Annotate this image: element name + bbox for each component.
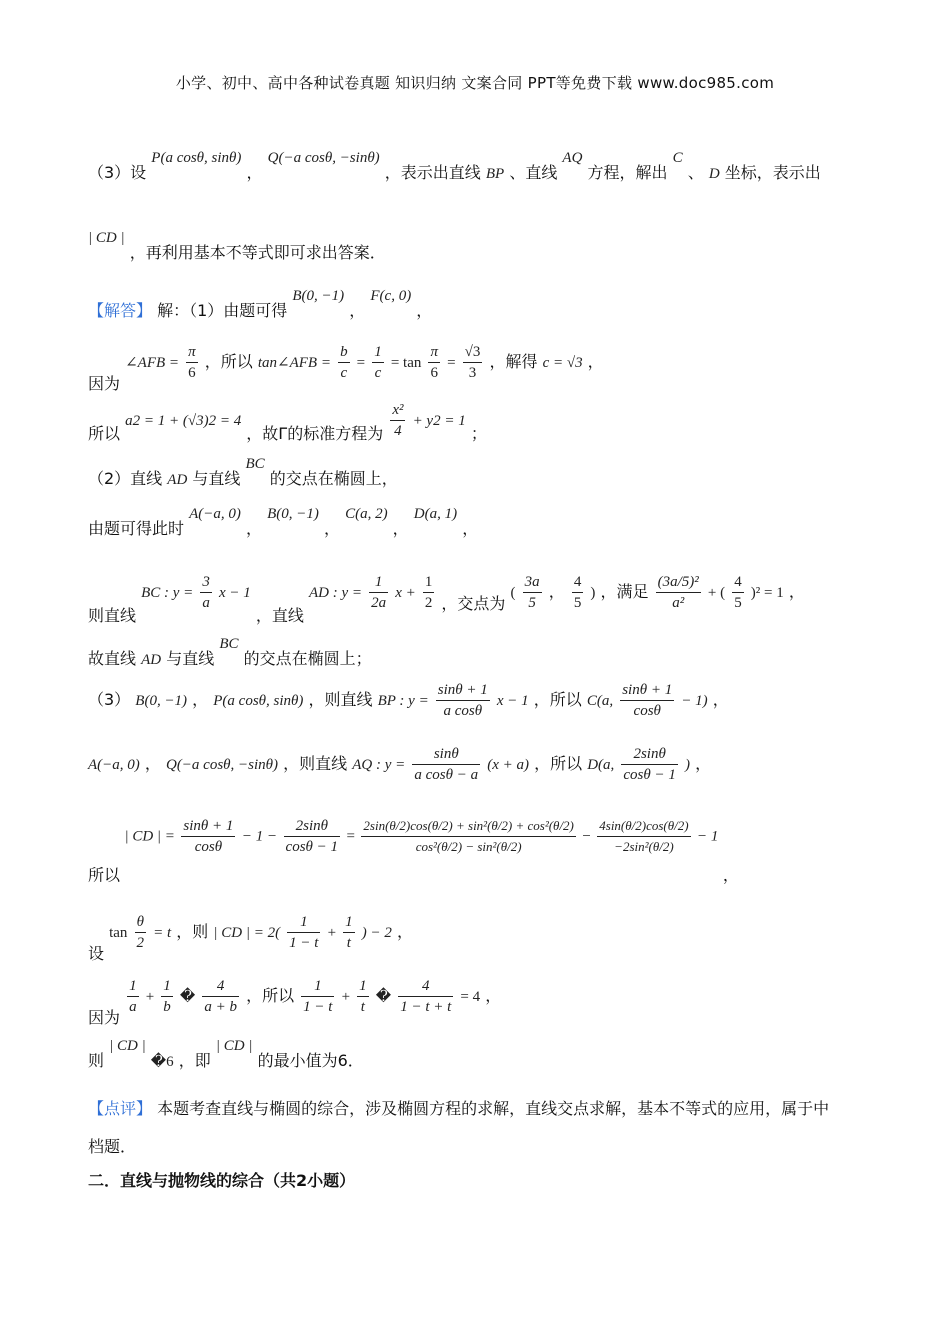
bp-slope: $\frac{\sin\theta + 1}{\text{a cosθ}}$ bbox=[437, 682, 488, 719]
c-y-coord: $\frac{\sin\theta + 1}{\cos\theta}$ bbox=[622, 682, 673, 719]
one-over-t: $\frac{1}{t}$ bbox=[345, 914, 353, 951]
one-over-1mt: $\frac{1}{1 - t}$ bbox=[289, 914, 319, 951]
x2-over-4: $\frac{\text{x²}}{4}$ bbox=[392, 402, 404, 439]
cd-frac1: $\frac{\sin\theta + 1}{\cos\theta}$ bbox=[183, 818, 234, 855]
comment-line1: 【点评】 本题考查直线与椭圆的综合，涉及椭圆方程的求解，直线交点求解，基本不等式的应用，属于中 bbox=[88, 1099, 830, 1118]
part3-analysis-line2: | CD | ，再利用基本不等式即可求出答案． bbox=[88, 230, 386, 262]
aq-slope: $\frac{\sin\theta}{\text{a cosθ − a}}$ bbox=[414, 746, 479, 783]
cd-frac3: $\frac{\text{2sin(θ/2)cos(θ/2) + sin²(θ/2) + cos²(θ/2)}}{\text{cos²(θ/2) − sin²(θ/2)}}$ bbox=[363, 818, 574, 854]
sqrt3-over-3: $\frac{√3}{3}$ bbox=[464, 344, 481, 381]
three-over-a: $\frac{3}{a}$ bbox=[202, 574, 210, 611]
part2-lines: 则直线 BC : y = $\frac{3}{a}$ x − 1 ，直线 AD : y = $\frac{1}{2a}$ x + $\frac{1}{2}$ ，交点为 ( $\frac{3a}{5}$ ， $\frac{4}{5}$ ) ，满足 $\frac{\text{(3a/5)²}}{\text{a²}}$ + ( $\frac{4}{5}$ )² = 1 ， bbox=[88, 574, 805, 625]
part3-analysis-line1: （3）设 P(a cosθ, sinθ) ， Q(−a cosθ, −sinθ) ，表示出直线 BP 、直线 AQ 方程，解出 C 、 D 坐标，表示出 bbox=[88, 150, 821, 182]
substitution-line: 设 tan $\frac{\theta}{2}$ = t ，则 | CD | = 2( $\frac{1}{1 - t}$ + $\frac{1}{t}$ ) − 2 ， bbox=[88, 914, 413, 963]
4-over-5: $\frac{4}{5}$ bbox=[573, 574, 582, 611]
part2-conclusion: 故直线 AD 与直线 BC 的交点在椭圆上； bbox=[88, 636, 372, 668]
pi-over-6: $\frac{\pi}{6}$ bbox=[188, 344, 196, 381]
one-over-c: $\frac{1}{c}$ bbox=[374, 344, 382, 381]
part3-line1: （3） B(0, −1) ， P(a cosθ, sinθ) ，则直线 BP : y = $\frac{\sin\theta + 1}{\text{a cosθ}}$ x − 1 ，所以 C(a, $\frac{\sin\theta + 1}{\cos\theta}$ − 1) ， bbox=[88, 682, 729, 719]
one-over-t-b: $\frac{1}{t}$ bbox=[359, 978, 367, 1015]
so-line: 所以 a2 = 1 + (√3)2 = 4 ，故Γ的标准方程为 $\frac{\text{x²}}{4}$ + y2 = 1 ； bbox=[88, 402, 487, 443]
page-header: 小学、初中、高中各种试卷真题 知识归纳 文案合同 PPT等免费下载 www.doc985.com bbox=[175, 74, 775, 92]
four-over-apb: $\frac{4}{a + b}$ bbox=[204, 978, 237, 1015]
ellipse-check: $\frac{\text{(3a/5)²}}{\text{a²}}$ bbox=[657, 574, 699, 611]
4-over-5-b: $\frac{4}{5}$ bbox=[734, 574, 742, 611]
b-over-c: $\frac{b}{c}$ bbox=[340, 344, 348, 381]
theta-over-2: $\frac{\theta}{2}$ bbox=[136, 914, 145, 951]
result-line: 则 | CD | �6 ，即 | CD | 的最小值为6． bbox=[88, 1038, 364, 1070]
comment-line2: 档题． bbox=[88, 1137, 137, 1156]
answer-line: 【解答】 解：（1）由题可得 B(0, −1) ， F(c, 0) ， bbox=[88, 288, 433, 320]
one-over-2a: $\frac{1}{2a}$ bbox=[371, 574, 387, 611]
four-over-sum: $\frac{4}{1 - t + t}$ bbox=[400, 978, 452, 1015]
cd-expression: 所以 | CD | = $\frac{\sin\theta + 1}{\cos\theta}$ − 1 − $\frac{2\sin\theta}{\cos\theta - 1}$ = $\frac{\text{2sin(θ/2)cos(θ/2) + sin²(θ/2) + cos²(θ/2)}}{\text{cos²(θ/2) − sin²(θ/2)}}$ − $\frac{4\sin(\theta/2)\cos(\theta/2)}{\text{−2sin²(θ/2)}}$ − 1 ， bbox=[88, 818, 739, 885]
section-title: 二．直线与抛物线的综合（共2小题） bbox=[88, 1171, 356, 1190]
d-y-coord: $\frac{2\sin\theta}{\cos\theta - 1}$ bbox=[623, 746, 676, 783]
one-over-1mt-b: $\frac{1}{1 - t}$ bbox=[303, 978, 333, 1015]
cd-frac2: $\frac{2\sin\theta}{\cos\theta - 1}$ bbox=[285, 818, 339, 855]
3a-over-5: $\frac{3a}{5}$ bbox=[524, 574, 540, 611]
part2-title: （2）直线 AD 与直线 BC 的交点在椭圆上， bbox=[88, 456, 398, 488]
pi-over-6-b: $\frac{\pi}{6}$ bbox=[430, 344, 438, 381]
one-over-b: $\frac{1}{b}$ bbox=[163, 978, 171, 1015]
part3-line2: A(−a, 0) ， Q(−a cosθ, −sinθ) ，则直线 AQ : y = $\frac{\sin\theta}{\text{a cosθ − a}}$ (x + a) ，所以 D(a, $\frac{2\sin\theta}{\cos\theta - 1}$ ) ， bbox=[88, 746, 712, 783]
inequality-line: 因为 $\frac{1}{a}$ + $\frac{1}{b}$ � $\frac{4}{a + b}$ ，所以 $\frac{1}{1 - t}$ + $\frac{1}{t}$ � $\frac{4}{1 - t + t}$ = 4 ， bbox=[88, 978, 502, 1027]
cd-frac4: $\frac{4\sin(\theta/2)\cos(\theta/2)}{\text{−2sin²(θ/2)}}$ bbox=[599, 818, 689, 854]
comment-tag: 【点评】 bbox=[88, 1099, 153, 1118]
one-half: $\frac{1}{2}$ bbox=[424, 574, 433, 611]
answer-tag: 【解答】 bbox=[88, 301, 153, 320]
part2-points: 由题可得此时 A(−a, 0) ， B(0, −1) ， C(a, 2) ， D(a, 1) ， bbox=[88, 506, 479, 538]
one-over-a: $\frac{1}{a}$ bbox=[129, 978, 137, 1015]
because-line: 因为 ∠AFB = $\frac{\pi}{6}$ ，所以 tan∠AFB = $\frac{b}{c}$ = $\frac{1}{c}$ = tan $\frac{\pi}{6}$ = $\frac{√3}{3}$ ，解得 c = √3 ， bbox=[88, 344, 604, 393]
